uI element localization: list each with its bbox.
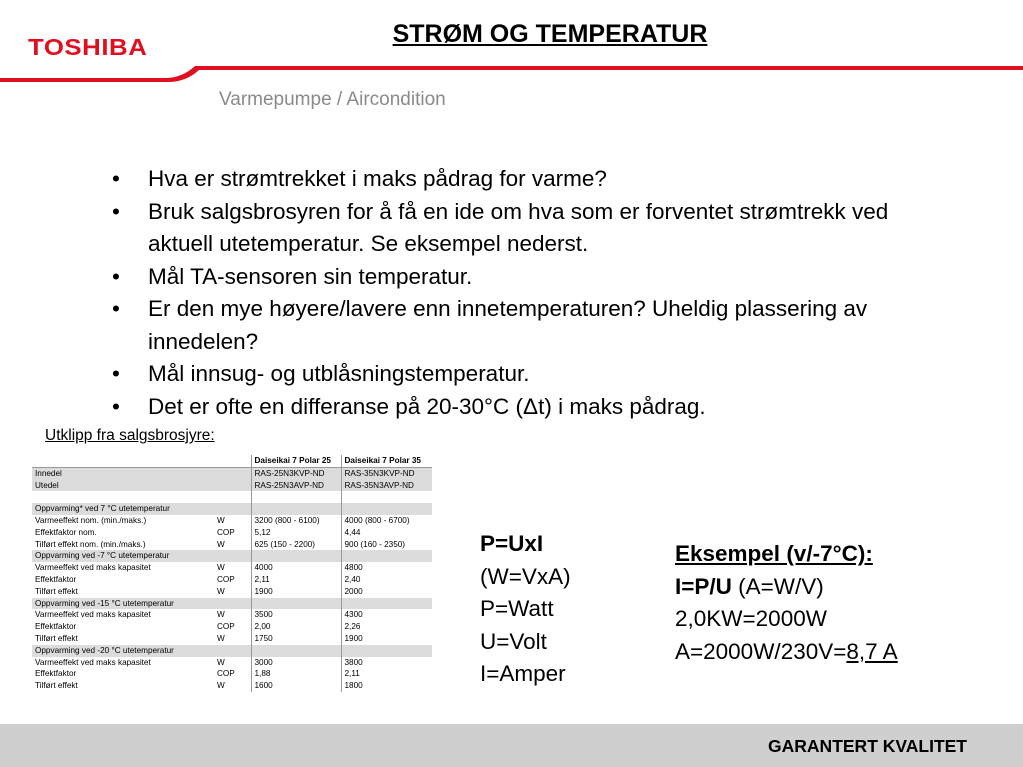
spec-table-cell	[341, 503, 432, 515]
spec-table-cell: 3800	[341, 657, 432, 669]
bullet-text: Det er ofte en differanse på 20-30°C (Δt) i maks pådrag.	[148, 393, 706, 419]
spec-table-cell: W	[217, 539, 225, 549]
spec-table-cell: 1,88	[251, 668, 341, 680]
footer-slogan: GARANTERT KVALITET	[768, 736, 967, 756]
spec-table-cell: W	[217, 657, 225, 667]
spec-table-cell	[214, 550, 251, 562]
example-heading: Eksempel (v/-7°C):	[675, 541, 873, 566]
spec-table-cell	[251, 598, 341, 610]
spec-header-cell: Daiseikai 7 Polar 25	[251, 455, 341, 467]
spec-table-row	[32, 598, 432, 610]
spec-table-row	[32, 503, 432, 515]
spec-table-cell	[214, 491, 251, 503]
spec-table-cell: Effektfaktor	[35, 574, 77, 584]
spec-table-cell: 3500	[251, 609, 341, 621]
spec-table-cell	[214, 467, 251, 479]
spec-table-cell: Varmeeffekt ved maks kapasitet	[35, 610, 151, 620]
spec-table-cell: 2000	[341, 586, 432, 598]
spec-table-row	[32, 633, 432, 645]
spec-table-cell: 1900	[341, 633, 432, 645]
spec-table-cell: RAS-35N3KVP-ND	[341, 467, 432, 479]
spec-table-cell: 4000	[251, 562, 341, 574]
bullet-marker: •	[112, 166, 120, 191]
formula-amper: I=Amper	[480, 661, 566, 686]
spec-table-cell: W	[217, 681, 225, 691]
spec-table-cell	[32, 491, 214, 503]
spec-table-cell	[251, 645, 341, 657]
spec-table-cell: 2,11	[251, 574, 341, 586]
spec-table-cell: Oppvarming ved -15 °C utetemperatur	[32, 598, 214, 610]
spec-table-cell: 900 (160 - 2350)	[341, 539, 432, 551]
spec-table-cell: Oppvarming ved -20 °C utetemperatur	[32, 645, 214, 657]
bullet-text: Mål innsug- og utblåsningstemperatur.	[148, 361, 530, 386]
spec-table-cell	[214, 598, 251, 610]
spec-table-cell: Tilført effekt	[35, 681, 78, 691]
bullet-marker: •	[112, 393, 120, 419]
bullet-item	[112, 261, 932, 294]
bullet-text: Mål TA-sensoren sin temperatur.	[148, 263, 473, 289]
example-result: 8,7 A	[846, 638, 898, 664]
spec-table-cell	[341, 645, 432, 657]
bullet-marker: •	[112, 263, 120, 289]
bullet-text: Bruk salgsbrosyren for å få en ide om hva som er forventet strømtrekk ved aktuell utetemperatur. Se eksempel nederst.	[148, 198, 889, 256]
spec-table-cell	[251, 503, 341, 515]
spec-table-cell: W	[217, 633, 225, 643]
spec-table-cell: W	[217, 563, 225, 573]
bullet-text: Er den mye høyere/lavere enn innetemperaturen? Uheldig plassering av innedelen?	[148, 296, 868, 354]
spec-table-row	[32, 480, 432, 492]
spec-table-row	[32, 645, 432, 657]
spec-table-cell: COP	[217, 622, 235, 632]
bullet-list	[112, 163, 932, 423]
spec-table-cell: RAS-25N3KVP-ND	[251, 467, 341, 479]
spec-table-row	[32, 680, 432, 692]
spec-header-cell	[32, 455, 214, 467]
spec-table-cell: Varmeeffekt ved maks kapasitet	[35, 563, 151, 573]
spec-table-cell: Oppvarming* ved 7 °C utetemperatur	[32, 503, 214, 515]
spec-table-cell: COP	[217, 669, 235, 679]
spec-table-cell	[251, 550, 341, 562]
spec-table-row	[32, 609, 432, 621]
bullet-item	[112, 196, 932, 261]
spec-table-row	[32, 562, 432, 574]
spec-table-row	[32, 467, 432, 479]
spec-table-row	[32, 586, 432, 598]
spec-table-cell: Tilført effekt	[35, 633, 78, 643]
spec-table-row	[32, 668, 432, 680]
spec-table-row	[32, 621, 432, 633]
spec-table-row	[32, 657, 432, 669]
bullet-item	[112, 391, 932, 424]
example-power: 2,0KW=2000W	[675, 606, 827, 631]
formula-watt: P=Watt	[480, 596, 554, 621]
spec-table-cell: 2,40	[341, 574, 432, 586]
bullet-marker: •	[112, 361, 120, 386]
spec-table-row	[32, 491, 432, 503]
spec-table-cell: Effektfaktor	[35, 669, 77, 679]
spec-table-cell: 4800	[341, 562, 432, 574]
spec-table-cell: 4300	[341, 609, 432, 621]
spec-table-cell: RAS-25N3AVP-ND	[251, 480, 341, 492]
spec-table-cell: 1800	[341, 680, 432, 692]
page-subtitle: Varmepumpe / Aircondition	[219, 89, 446, 110]
spec-table-cell: COP	[217, 574, 235, 584]
spec-table-cell: 3200 (800 - 6100)	[251, 515, 341, 527]
spec-table-row	[32, 527, 432, 539]
spec-table-cell: Varmeeffekt nom. (min./maks.)	[35, 515, 147, 525]
spec-table-cell: Innedel	[32, 467, 214, 479]
spec-table	[32, 455, 432, 692]
spec-table-cell: 625 (150 - 2200)	[251, 539, 341, 551]
spec-table-cell: Tilført effekt nom. (min./maks.)	[35, 539, 146, 549]
toshiba-logo: TOSHIBA	[28, 34, 148, 60]
spec-table-cell	[341, 550, 432, 562]
excerpt-label: Utklipp fra salgsbrosjyre:	[45, 427, 215, 444]
spec-table-cell: W	[217, 610, 225, 620]
example-calculation	[675, 636, 898, 669]
spec-table-cell	[341, 598, 432, 610]
spec-table-cell	[214, 480, 251, 492]
example-calc-expression: A=2000W/230V=	[675, 638, 847, 664]
bullet-text: Hva er strømtrekket i maks pådrag for varme?	[148, 166, 607, 191]
spec-table-cell: 1750	[251, 633, 341, 645]
spec-table-cell	[214, 503, 251, 515]
spec-table-cell: Effektfaktor	[35, 622, 77, 632]
spec-table-row	[32, 515, 432, 527]
header-red-swoosh	[0, 0, 1023, 90]
example-formula: I=P/U	[675, 573, 732, 599]
spec-table-cell: Utedel	[32, 480, 214, 492]
spec-table-cell: 2,26	[341, 621, 432, 633]
spec-table-cell: 1900	[251, 586, 341, 598]
spec-table-cell: 1600	[251, 680, 341, 692]
spec-table-cell: W	[217, 515, 225, 525]
bullet-item	[112, 358, 932, 391]
spec-header-cell: Daiseikai 7 Polar 35	[341, 455, 432, 467]
spec-table-cell: Oppvarming ved -7 °C utetemperatur	[32, 550, 214, 562]
spec-table-cell	[341, 491, 432, 503]
bullet-marker: •	[112, 296, 120, 321]
formula-volt: U=Volt	[480, 628, 547, 654]
spec-table-row	[32, 550, 432, 562]
spec-table-cell: 3000	[251, 657, 341, 669]
bullet-marker: •	[112, 198, 120, 224]
spec-table-row	[32, 539, 432, 551]
spec-table-row	[32, 574, 432, 586]
example-formula-line	[675, 571, 898, 604]
spec-table-header	[32, 455, 432, 467]
formula-power: P=UxI	[480, 531, 544, 556]
spec-table-cell: 4,44	[341, 527, 432, 539]
bullet-item	[112, 293, 932, 358]
bullet-item	[112, 163, 932, 196]
spec-table-cell: 5,12	[251, 527, 341, 539]
example-block	[675, 538, 898, 668]
spec-header-cell	[214, 455, 251, 467]
example-formula-units: (A=W/V)	[731, 573, 824, 599]
spec-table-cell: 2,11	[341, 668, 432, 680]
formula-block	[480, 528, 571, 691]
spec-table-cell	[214, 645, 251, 657]
spec-table-cell: Varmeeffekt ved maks kapasitet	[35, 657, 151, 667]
formula-units: (W=VxA)	[480, 563, 571, 589]
spec-table-cell: COP	[217, 527, 235, 537]
spec-table-cell: Effektfaktor nom.	[35, 527, 97, 537]
spec-table-cell: W	[217, 586, 225, 596]
spec-table-cell	[251, 491, 341, 503]
spec-table-cell: 2,00	[251, 621, 341, 633]
spec-table-cell: 4000 (800 - 6700)	[341, 515, 432, 527]
page-title: STRØM OG TEMPERATUR	[392, 20, 708, 48]
spec-table-cell: Tilført effekt	[35, 586, 78, 596]
spec-table-cell: RAS-35N3AVP-ND	[341, 480, 432, 492]
